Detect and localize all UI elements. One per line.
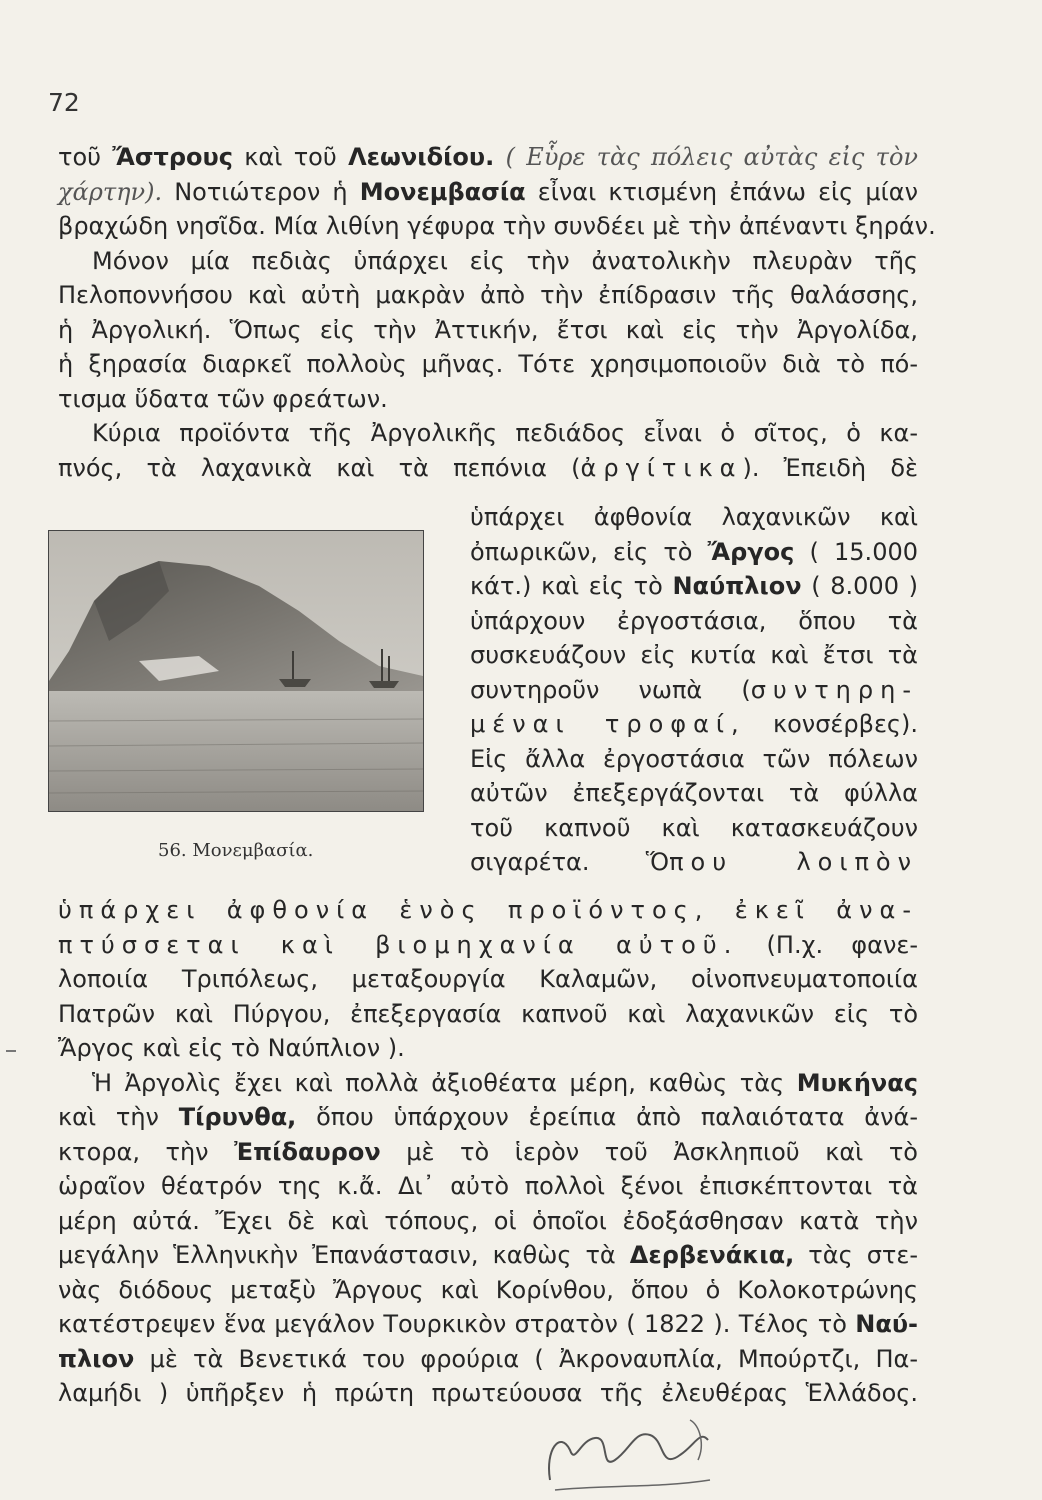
page-number: 72 [48, 88, 80, 117]
text-segment: Ἄστρους [112, 143, 233, 171]
text-line [470, 811, 918, 845]
text-segment: ὑπάρχει ἀφθονία λαχανικῶν καὶ [470, 503, 918, 531]
text-segment: συντηροῦν νωπὰ ( [470, 675, 751, 704]
text-line [470, 535, 918, 569]
text-segment: που λοιπὸν [669, 848, 918, 876]
text-segment: Μυκήνας [796, 1068, 918, 1097]
text-segment: τισμα ὕδατα τῶν φρεάτων. [58, 384, 388, 413]
text-line [58, 209, 936, 243]
text-segment: κονσέρβες). [745, 710, 918, 738]
text-segment: ὅπου ὑπάρχουν ἐρείπια ἀπὸ παλαιότατα ἀνά- [296, 1103, 918, 1131]
text-segment: Λεωνιδίου. [348, 143, 495, 171]
text-line [58, 313, 918, 347]
text-segment: καὶ τοῦ [232, 143, 349, 171]
text-segment: μὲ τὰ Βενετικά του φρούρια ( Ἀκροναυπλία, Μπούρτζι, Πα- [134, 1344, 918, 1373]
text-segment: κάτ.) καὶ εἰς τὸ [470, 572, 673, 600]
text-segment: λοποιία Τριπόλεως, μεταξουργία Καλαμῶν, οἰνοπνευματοποιία [58, 965, 918, 993]
text-line [58, 1238, 918, 1272]
text-segment: ἡ Ἀργολική. Ὅπως εἰς τὴν Ἀττικήν, ἔτσι καὶ εἰς τὴν Ἀργολίδα, [58, 315, 918, 344]
text-segment: αὐτῶν ἐπεξεργάζονται τὰ φύλλα [470, 779, 918, 807]
text-segment: ( Εὗρε τὰς πόλεις αὐτὰς εἰς τὸν [494, 143, 918, 171]
text-segment: (Π.χ. φανε- [738, 930, 919, 959]
text-line [58, 1100, 918, 1134]
text-segment: Ἡ Ἀργολὶς ἔχει καὶ πολλὰ ἀξιοθέατα μέρη, καθὼς τὰς [92, 1068, 797, 1097]
text-segment: κτορα, τὴν [58, 1137, 235, 1166]
text-segment: βραχώδη νησῖδα. Μία λιθίνη γέφυρα τὴν συνδέει μὲ τὴν ἀπέναντι ξηράν. [58, 212, 936, 240]
text-line [58, 1135, 918, 1169]
text-segment: Ἄργος καὶ εἰς τὸ Ναύπλιον ). [58, 1034, 405, 1062]
text-line [470, 742, 918, 776]
text-segment: ( 8.000 ) [801, 572, 918, 600]
text-segment: πνός, τὰ λαχανικὰ καὶ τὰ πεπόνια ( [58, 453, 581, 482]
text-segment: Ἄργος [707, 537, 795, 566]
text-segment: ὡραῖον θέατρόν της κ.ἄ. Δι᾽ αὐτὸ πολλοὶ ξένοι ἐπισκέπτονται τὰ [58, 1172, 918, 1200]
text-segment: τὰς στε- [794, 1241, 918, 1269]
text-segment: ὑπάρχει ἀφθονία ἑνὸς προϊόντος, ἐκεῖ ἀνα- [58, 896, 918, 924]
text-segment: τοῦ [58, 143, 113, 171]
text-segment: εἶναι κτισμένη ἐπάνω εἰς μίαν [525, 177, 918, 206]
text-line [92, 416, 918, 450]
text-segment: ἡ ξηρασία διαρκεῖ πολλοὺς μῆνας. Τότε χρησιμοποιοῦν διὰ τὸ πό- [58, 350, 918, 378]
text-segment: Δερβενάκια, [629, 1241, 795, 1269]
text-segment: μεγάλην Ἑλληνικὴν Ἐπανάστασιν, καθὼς τὰ [58, 1241, 630, 1269]
text-segment: τοῦ καπνοῦ καὶ κατασκευάζουν [470, 813, 918, 842]
text-segment: Ἐπίδαυρον [234, 1137, 381, 1166]
text-segment: ). Ἐπειδὴ δὲ [742, 453, 918, 482]
text-line [470, 776, 918, 810]
text-line [470, 604, 918, 638]
text-line [470, 638, 918, 672]
text-line [58, 278, 918, 312]
text-line [58, 382, 918, 416]
text-line [58, 1169, 918, 1203]
text-line [470, 500, 918, 534]
text-segment: Πελοποννήσου καὶ αὐτὴ μακρὰν ἀπὸ τὴν ἐπίδρασιν τῆς θαλάσσης, [58, 281, 918, 309]
text-line [470, 673, 918, 707]
text-line [58, 997, 918, 1031]
text-segment: πτύσσεται καὶ βιομηχανία αὐτοῦ. [58, 930, 739, 959]
text-line [92, 1066, 918, 1100]
text-line [58, 928, 918, 962]
text-segment: ( 15.000 [794, 537, 918, 566]
text-line [470, 707, 918, 741]
text-segment: μέρη αὐτά. Ἔχει δὲ καὶ τόπους, οἱ ὁποῖοι ἐδοξάσθησαν κατὰ τὴν [58, 1206, 918, 1235]
text-line [58, 451, 918, 485]
text-segment: συντηρη- [750, 675, 918, 704]
text-segment: Κύρια προϊόντα τῆς Ἀργολικῆς πεδιάδος εἶναι ὁ σῖτος, ὁ κα- [92, 419, 918, 447]
text-line [58, 893, 918, 927]
margin-mark [6, 1050, 16, 1052]
photo-monemvasia [48, 530, 424, 812]
text-line [58, 962, 918, 996]
text-line [92, 244, 918, 278]
text-segment: μέναι τροφαί, [470, 710, 746, 738]
text-segment: μὲ τὸ ἱερὸν τοῦ Ἀσκληπιοῦ καὶ τὸ [380, 1137, 918, 1166]
text-segment: Εἰς ἄλλα ἐργοστάσια τῶν πόλεων [470, 744, 918, 773]
text-segment: Ναύ- [855, 1310, 918, 1338]
text-segment: Πατρῶν καὶ Πύργου, ἐπεξεργασία καπνοῦ καὶ λαχανικῶν εἰς τὸ [58, 999, 918, 1028]
text-line [58, 1376, 918, 1410]
text-segment: λαμήδι ) ὑπῆρξεν ἡ πρώτη πρωτεύουσα τῆς ἐλευθέρας Ἑλλάδος. [58, 1379, 918, 1407]
photo-caption: 56. Μονεμβασία. [158, 840, 314, 861]
text-segment: κατέστρεψεν ἕνα μεγάλον Τουρκικὸν στρατὸν ( 1822 ). Τέλος τὸ [58, 1310, 856, 1338]
text-segment: Μονεμβασία [359, 177, 526, 206]
text-segment: ὑπάρχουν ἐργοστάσια, ὅπου τὰ [470, 606, 918, 635]
text-line [58, 1031, 918, 1065]
text-line [58, 1204, 918, 1238]
text-line [58, 175, 918, 209]
text-segment: χάρτην). [58, 177, 163, 206]
text-line [58, 1307, 918, 1341]
text-segment: Νοτιώτερον ἡ [162, 177, 360, 206]
text-segment: σιγαρέτα. Ὅ [470, 848, 670, 876]
text-segment: νὰς διόδους μεταξὺ Ἄργους καὶ Κορίνθου, ὅπου ὁ Κολοκοτρώνης [58, 1275, 918, 1304]
text-segment: Μόνον μία πεδιὰς ὑπάρχει εἰς τὴν ἀνατολικὴν πλευρὰν τῆς [92, 246, 918, 275]
text-line [470, 845, 918, 879]
text-line [470, 569, 918, 603]
text-line [58, 347, 918, 381]
text-segment: Ναύπλιον [672, 572, 802, 600]
handwritten-note [540, 1410, 720, 1500]
text-segment: πλιον [58, 1344, 135, 1373]
text-segment: Τίρυνθα, [178, 1103, 297, 1131]
text-line [58, 1342, 918, 1376]
text-line [58, 1273, 918, 1307]
text-line [58, 140, 918, 174]
monemvasia-rock-image [49, 531, 423, 811]
text-segment: ἀργίτικα [580, 453, 743, 482]
text-segment: ὀπωρικῶν, εἰς τὸ [470, 537, 708, 566]
text-segment: καὶ τὴν [58, 1103, 179, 1131]
text-segment: συσκευάζουν εἰς κυτία καὶ ἔτσι τὰ [470, 641, 918, 669]
